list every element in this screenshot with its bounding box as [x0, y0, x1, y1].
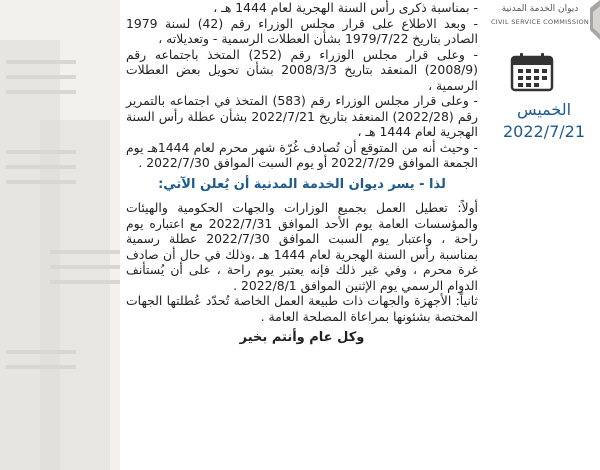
- calendar-day-name: الخميس: [516, 100, 572, 119]
- calendar-icon: [510, 52, 554, 92]
- logo-english-name: CIVIL SERVICE COMMISSION: [490, 18, 590, 26]
- decision-item: ثانياً: الأجهزة والجهات ذات طبيعة العمل الخاصة تُحدّد عُطلتها الجهات المختصة بشئونها بمراعاة المصلحة العامة .: [126, 293, 478, 324]
- decorative-building-panel: [0, 0, 120, 470]
- calendar-date: 2022/7/21: [502, 122, 586, 141]
- preamble-line: - وحيث أنه من المتوقع أن تُصادف غُرّة شهر محرم لعام 1444هـ يوم الجمعة الموافق 2022/7/29 أو يوم السبت الموافق 2022/7/30 .: [126, 139, 478, 170]
- preamble-line: - وعلى قرار مجلس الوزراء رقم (252) المتخذ باجتماعه رقم (2008/9) المنعقد بتاريخ 2008/3/3 بشأن تحويل بعض العطلات الرسمية ،: [126, 46, 478, 93]
- closing-greeting: وكل عام وأنتم بخير: [239, 330, 365, 345]
- sidebar: [488, 0, 600, 470]
- announcement-heading: لذا - يسر ديوان الخدمة المدنية أن يُعلن الآتي:: [158, 176, 446, 192]
- announcement-body: [126, 0, 478, 470]
- preamble-line: - وبعد الاطلاع على قرار مجلس الوزراء رقم (42) لسنة 1979 الصادر بتاريخ 1979/7/22 بشأن العطلات الرسمية - وتعديلاته ،: [126, 15, 478, 46]
- preamble-line: - وعلى قرار مجلس الوزراء رقم (583) المتخذ في اجتماعه بالتمرير رقم (2022/28) المنعقد بتاريخ 2022/7/21 بشأن عطلة رأس السنة الهجرية لعام 1444 هـ ،: [126, 93, 478, 139]
- decision-item: أولاً: تعطيل العمل بجميع الوزارات والجهات الحكومية والهيئات والمؤسسات العامة يوم الأحد الموافق 2022/7/31 مع اعتباره يوم راحة ، واعتبار يوم السبت الموافق 2022/7/30 عطلة رسمية بمناسبة رأس السنة الهجرية لعام 1444 هـ ،وذلك في حال أن صادف غرة محرم ، وفي غير ذلك فإنه يعتبر يوم راحة ، على أن يُستأنف الدوام الرسمي يوم الإثنين الموافق 2022/8/1 .: [126, 200, 479, 293]
- logo-arabic-name: ديوان الخدمة المدنية: [501, 4, 579, 14]
- logo: [490, 4, 590, 26]
- preamble-line: - بمناسبة ذكرى رأس السنة الهجرية لعام 1444 هـ ،: [213, 0, 478, 15]
